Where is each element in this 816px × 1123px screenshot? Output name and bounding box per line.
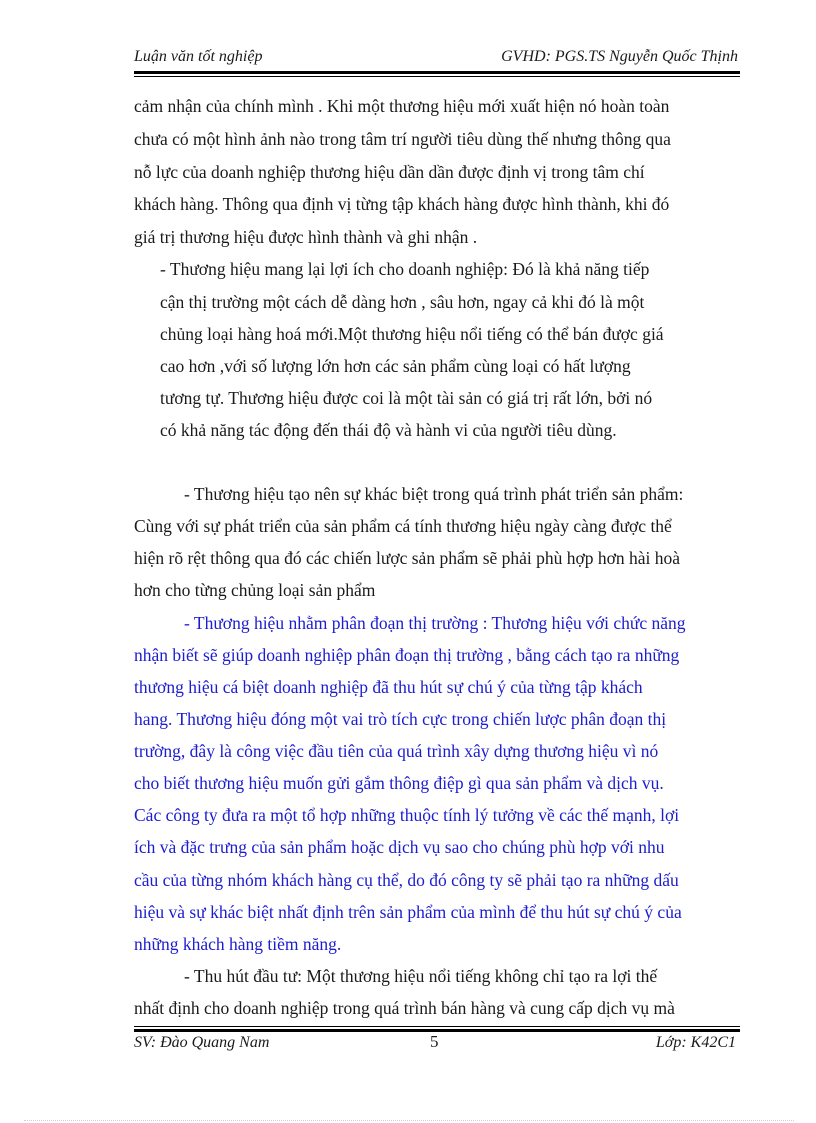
page-edge-divider xyxy=(24,1120,794,1121)
header-rule-thin xyxy=(134,76,740,77)
body-line-highlighted: thương hiệu cá biệt doanh nghiệp đã thu hút sự chú ý của từng tập khách xyxy=(134,677,643,697)
footer-rule-thin xyxy=(134,1026,740,1027)
body-line-highlighted: nhận biết sẽ giúp doanh nghiệp phân đoạn thị trường , bằng cách tạo ra những xyxy=(134,645,680,665)
body-line-highlighted: những khách hàng tiềm năng. xyxy=(134,934,342,954)
header-rule-thick xyxy=(134,71,740,74)
body-line-highlighted: ích và đặc trưng của sản phẩm hoặc dịch vụ sao cho chúng phù hợp với nhu xyxy=(134,837,665,857)
body-line-highlighted: hiệu và sự khác biệt nhất định trên sản phẩm của mình để thu hút sự chú ý của xyxy=(134,902,682,922)
body-line: chưa có một hình ảnh nào trong tâm trí người tiêu dùng thế nhưng thông qua xyxy=(134,129,671,149)
body-line: Cùng với sự phát triển của sản phẩm cá tính thương hiệu ngày càng được thể xyxy=(134,516,672,536)
body-line: cận thị trường một cách dễ dàng hơn , sâu hơn, ngay cả khi đó là một xyxy=(160,292,645,312)
footer-class: Lớp: K42C1 xyxy=(655,1034,736,1051)
body-line: tương tự. Thương hiệu được coi là một tài sản có giá trị rất lớn, bởi nó xyxy=(160,388,653,408)
page-footer xyxy=(134,1034,738,1056)
footer-student: SV: Đào Quang Nam xyxy=(134,1034,270,1051)
body-line: - Thu hút đầu tư: Một thương hiệu nổi tiếng không chỉ tạo ra lợi thế xyxy=(184,966,658,986)
page-number: 5 xyxy=(430,1032,439,1051)
body-line: nỗ lực của doanh nghiệp thương hiệu dần dần được định vị trong tâm chí xyxy=(134,162,645,182)
body-line: chủng loại hàng hoá mới.Một thương hiệu nổi tiếng có thể bán được giá xyxy=(160,324,664,344)
header-thesis-label: Luận văn tốt nghiệp xyxy=(134,48,263,65)
body-line: khách hàng. Thông qua định vị từng tập khách hàng được hình thành, khi đó xyxy=(134,194,670,214)
body-line: có khả năng tác động đến thái độ và hành vi của người tiêu dùng. xyxy=(160,420,617,440)
body-line-highlighted: cầu của từng nhóm khách hàng cụ thể, do đó công ty sẽ phải tạo ra những dấu xyxy=(134,870,679,890)
body-line: - Thương hiệu mang lại lợi ích cho doanh nghiệp: Đó là khả năng tiếp xyxy=(160,259,650,279)
body-line: hơn cho từng chủng loại sản phẩm xyxy=(134,580,376,600)
body-line: nhất định cho doanh nghiệp trong quá trình bán hàng và cung cấp dịch vụ mà xyxy=(134,998,675,1018)
page-header xyxy=(134,48,738,70)
body-line-highlighted: Các công ty đưa ra một tổ hợp những thuộc tính lý tưởng về các thế mạnh, lợi xyxy=(134,805,680,825)
body-line-highlighted: hang. Thương hiệu đóng một vai trò tích cực trong chiến lược phân đoạn thị xyxy=(134,709,667,729)
body-line: giá trị thương hiệu được hình thành và ghi nhận . xyxy=(134,227,478,247)
body-line: hiện rõ rệt thông qua đó các chiến lược sản phẩm sẽ phải phù hợp hơn hài hoà xyxy=(134,548,681,568)
body-line: cảm nhận của chính mình . Khi một thương hiệu mới xuất hiện nó hoàn toàn xyxy=(134,96,670,116)
body-line-highlighted: cho biết thương hiệu muốn gửi gắm thông điệp gì qua sản phẩm và dịch vụ. xyxy=(134,773,664,793)
body-line-highlighted: trường, đây là công việc đầu tiên của quá trình xây dựng thương hiệu vì nó xyxy=(134,741,659,761)
body-line: cao hơn ,với số lượng lớn hơn các sản phẩm cùng loại có hất lượng xyxy=(160,356,631,376)
body-line: - Thương hiệu tạo nên sự khác biệt trong quá trình phát triển sản phẩm: xyxy=(184,484,684,504)
body-line-highlighted: - Thương hiệu nhằm phân đoạn thị trường : Thương hiệu với chức năng xyxy=(184,613,686,633)
header-advisor: GVHD: PGS.TS Nguyễn Quốc Thịnh xyxy=(501,48,738,65)
